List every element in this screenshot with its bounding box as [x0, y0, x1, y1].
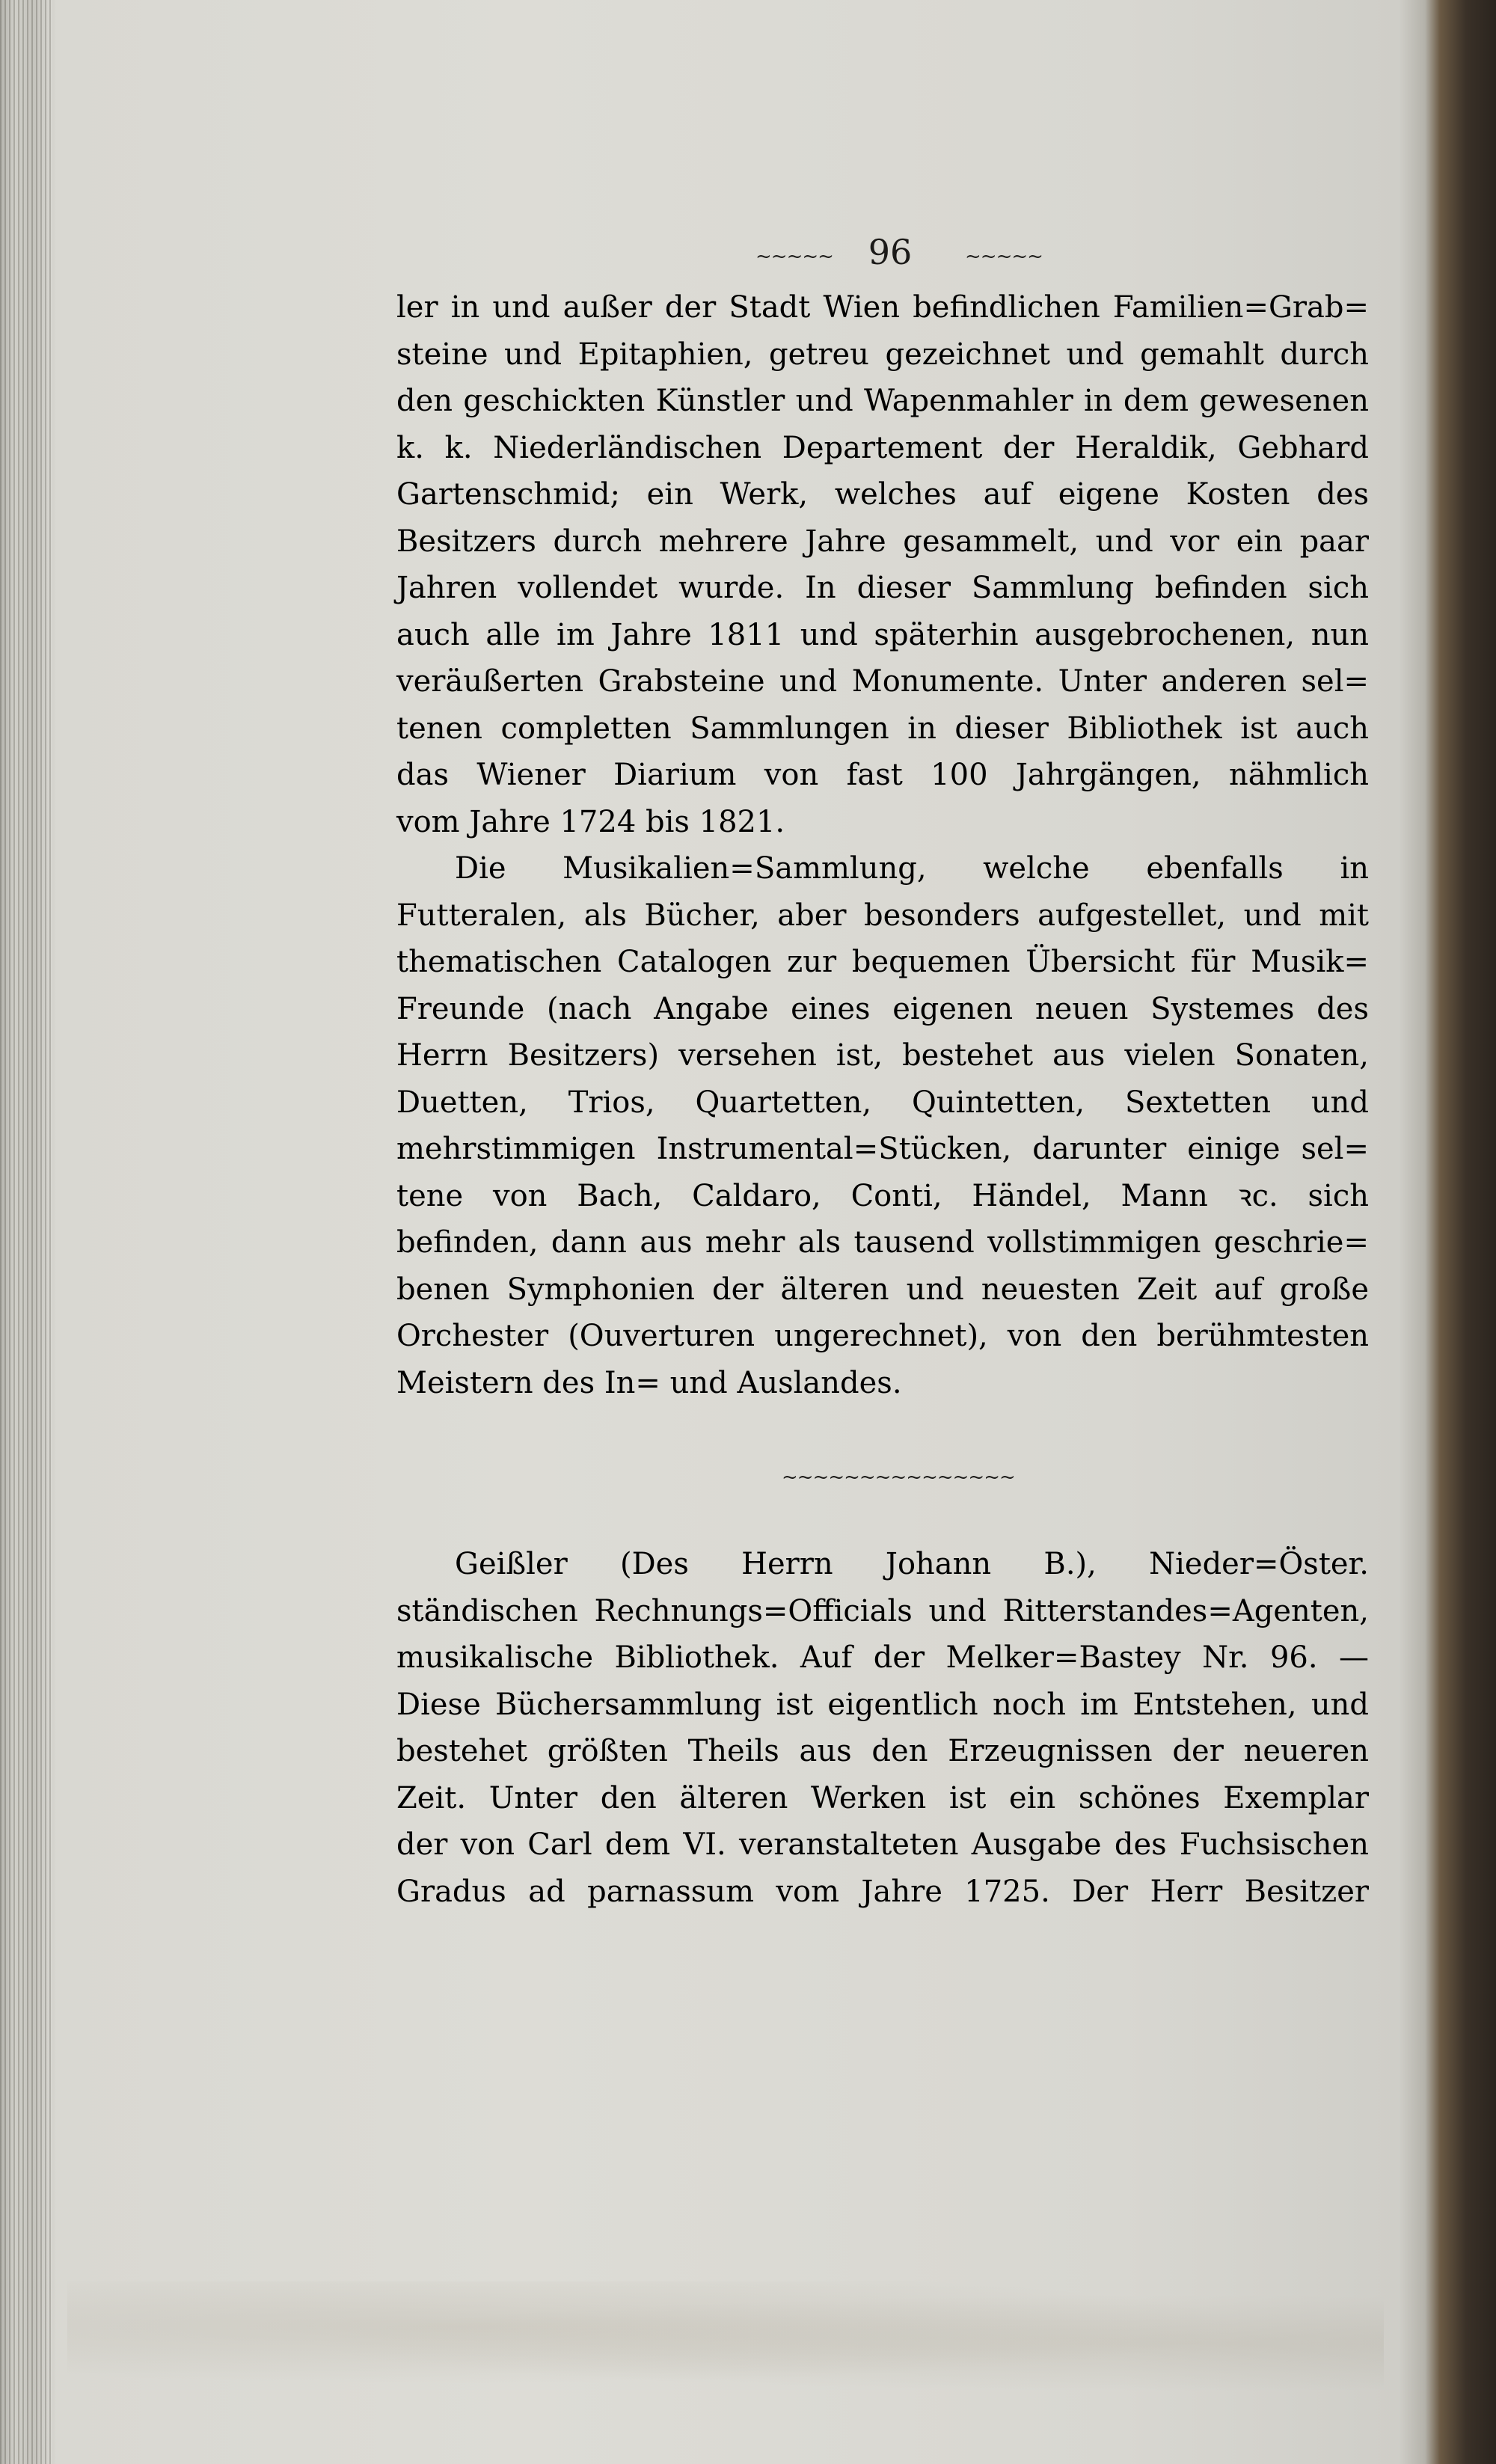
text-line: thematischen Catalogen zur bequemen Übersicht für Musik=	[396, 945, 1369, 979]
text-line: Freunde (nach Angabe eines eigenen neuen Systemes des	[396, 991, 1369, 1026]
text-line: veräußerten Grabsteine und Monumente. Unter anderen sel=	[396, 664, 1369, 699]
text-line: Herrn Besitzers) versehen ist, bestehet aus vielen Sonaten,	[396, 1038, 1369, 1073]
text-line: auch alle im Jahre 1811 und späterhin ausgebrochenen, nun	[396, 617, 1369, 652]
text-line: befinden, dann aus mehr als tausend vollstimmigen geschrie=	[396, 1225, 1369, 1260]
text-line: mehrstimmigen Instrumental=Stücken, darunter einige sel=	[396, 1132, 1369, 1166]
text-line: ständischen Rechnungs=Officials und Ritterstandes=Agenten,	[396, 1593, 1369, 1628]
text-line: ler in und außer der Stadt Wien befindlichen Familien=Grab=	[396, 290, 1369, 325]
text-line: Duetten, Trios, Quartetten, Quintetten, Sextetten und	[396, 1085, 1369, 1120]
text-line: musikalische Bibliothek. Auf der Melker=Bastey Nr. 96. —	[396, 1640, 1369, 1675]
text-line: bestehet größten Theils aus den Erzeugnissen der neueren	[396, 1734, 1369, 1768]
text-line: das Wiener Diarium von fast 100 Jahrgängen, nähmlich	[396, 758, 1369, 792]
text-line: Geißler (Des Herrn Johann B.), Nieder=Öster.	[455, 1547, 1369, 1581]
section-divider-ornament: ~~~~~~~~~~~~~~~	[782, 1466, 1015, 1489]
text-line: steine und Epitaphien, getreu gezeichnet und gemahlt durch	[396, 337, 1369, 372]
paragraph-geissler-library	[396, 1541, 1369, 1915]
text-line: tenen completten Sammlungen in dieser Bibliothek ist auch	[396, 711, 1369, 746]
page-edge-shadow	[0, 0, 52, 2464]
paragraph-music-collection	[396, 845, 1369, 1406]
page-number: 96	[868, 232, 913, 272]
text-line: Zeit. Unter den älteren Werken ist ein schönes Exemplar	[396, 1780, 1369, 1815]
text-line: Gartenschmid; ein Werk, welches auf eigene Kosten des	[396, 477, 1369, 512]
text-line: Die Musikalien=Sammlung, welche ebenfalls in	[455, 851, 1369, 886]
text-line: Orchester (Ouverturen ungerechnet), von den berühmtesten	[396, 1319, 1369, 1353]
text-line: k. k. Niederländischen Departement der Heraldik, Gebhard	[396, 430, 1369, 465]
text-line: der von Carl dem VI. veranstalteten Ausgabe des Fuchsischen	[396, 1827, 1369, 1862]
text-line: Futteralen, als Bücher, aber besonders aufgestellet, und mit	[396, 898, 1369, 933]
header-ornament-right: ~~~~~	[965, 245, 1043, 268]
text-line: Jahren vollendet wurde. In dieser Sammlung befinden sich	[396, 571, 1369, 605]
header-ornament-left: ~~~~~	[755, 245, 833, 268]
paragraph-family-tombstones	[396, 284, 1369, 845]
text-line: Diese Büchersammlung ist eigentlich noch im Entstehen, und	[396, 1687, 1369, 1722]
text-line: vom Jahre 1724 bis 1821.	[396, 804, 785, 839]
text-line: den geschickten Künstler und Wapenmahler in dem gewesenen	[396, 384, 1369, 418]
text-line: tene von Bach, Caldaro, Conti, Händel, Mann ꝛc. sich	[396, 1178, 1369, 1213]
running-header	[741, 232, 1043, 277]
paper-stain	[67, 2281, 1384, 2394]
text-line: Gradus ad parnassum vom Jahre 1725. Der Herr Besitzer	[396, 1874, 1369, 1909]
text-line: Besitzers durch mehrere Jahre gesammelt, und vor ein paar	[396, 524, 1369, 559]
text-line: Meistern des In= und Auslandes.	[396, 1365, 902, 1400]
text-line: benen Symphonien der älteren und neuesten Zeit auf große	[396, 1272, 1369, 1307]
